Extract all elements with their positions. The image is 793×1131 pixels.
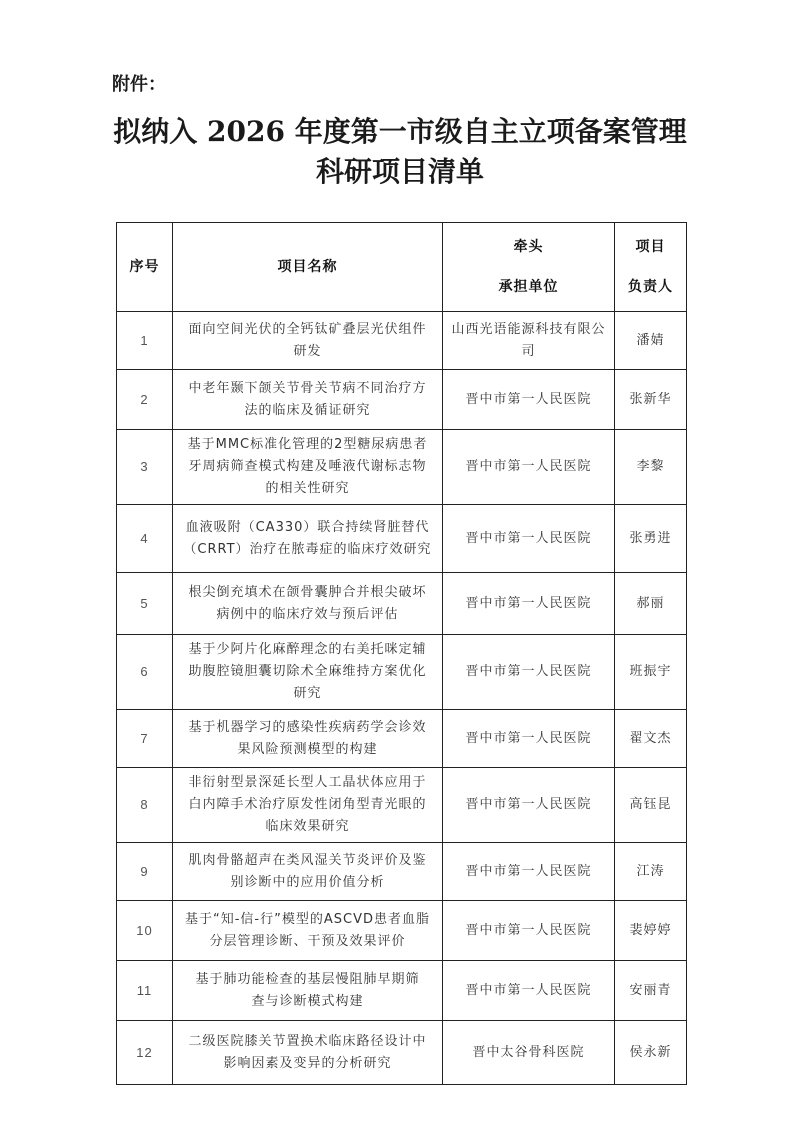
row-project-lead: 郝丽	[615, 573, 687, 635]
row-index: 8	[117, 768, 173, 843]
row-lead-unit: 晋中市第一人民医院	[443, 505, 615, 573]
row-index: 6	[117, 635, 173, 710]
row-index: 11	[117, 961, 173, 1021]
row-index: 4	[117, 505, 173, 573]
row-lead-unit: 晋中市第一人民医院	[443, 430, 615, 505]
row-index: 12	[117, 1021, 173, 1085]
table-row	[117, 430, 687, 505]
title-line-2: 科研项目清单	[315, 155, 484, 188]
row-lead-unit: 晋中市第一人民医院	[443, 961, 615, 1021]
row-project-lead: 李黎	[615, 430, 687, 505]
header-lead-unit-line-2: 承担单位	[498, 279, 559, 295]
row-lead-unit: 晋中市第一人民医院	[443, 768, 615, 843]
header-lead-unit	[443, 223, 615, 312]
row-project-lead: 翟文杰	[615, 710, 687, 768]
table-row	[117, 843, 687, 901]
table-row	[117, 961, 687, 1021]
row-lead-unit: 晋中市第一人民医院	[443, 901, 615, 961]
row-project-name: 中老年颞下颌关节骨关节病不同治疗方法的临床及循证研究	[173, 370, 443, 430]
title-line-1: 拟纳入 2026 年度第一市级自主立项备案管理	[113, 115, 687, 148]
header-project-name: 项目名称	[173, 223, 443, 312]
table-row	[117, 710, 687, 768]
row-project-name: 根尖倒充填术在颌骨囊肿合并根尖破坏病例中的临床疗效与预后评估	[173, 573, 443, 635]
document-title	[100, 112, 700, 192]
row-project-name: 基于肺功能检查的基层慢阻肺早期筛 查与诊断模式构建	[173, 961, 443, 1021]
row-project-name: 非衍射型景深延长型人工晶状体应用于白内障手术治疗原发性闭角型青光眼的临床效果研究	[173, 768, 443, 843]
row-project-name: 基于少阿片化麻醉理念的右美托咪定辅助腹腔镜胆囊切除术全麻维持方案优化研究	[173, 635, 443, 710]
table-row	[117, 505, 687, 573]
row-project-name: 基于“知-信-行”模型的ASCVD患者血脂分层管理诊断、干预及效果评价	[173, 901, 443, 961]
table-row	[117, 635, 687, 710]
table-row	[117, 768, 687, 843]
table-row	[117, 370, 687, 430]
row-project-lead: 高钰昆	[615, 768, 687, 843]
table-row	[117, 312, 687, 370]
header-project-lead-line-1: 项目	[635, 239, 666, 255]
row-project-name: 肌肉骨骼超声在类风湿关节炎评价及鉴别诊断中的应用价值分析	[173, 843, 443, 901]
row-lead-unit: 晋中市第一人民医院	[443, 573, 615, 635]
table-header-row	[117, 223, 687, 312]
row-project-name: 二级医院膝关节置换术临床路径设计中影响因素及变异的分析研究	[173, 1021, 443, 1085]
row-project-lead: 裴婷婷	[615, 901, 687, 961]
row-lead-unit: 山西光语能源科技有限公司	[443, 312, 615, 370]
row-project-name: 基于机器学习的感染性疾病药学会诊效果风险预测模型的构建	[173, 710, 443, 768]
header-lead-unit-line-1: 牵头	[513, 239, 544, 255]
row-project-lead: 张新华	[615, 370, 687, 430]
header-index: 序号	[117, 223, 173, 312]
project-table	[116, 222, 687, 1085]
row-index: 10	[117, 901, 173, 961]
table-row	[117, 573, 687, 635]
row-index: 3	[117, 430, 173, 505]
row-index: 2	[117, 370, 173, 430]
table-row	[117, 1021, 687, 1085]
row-lead-unit: 晋中市第一人民医院	[443, 370, 615, 430]
row-lead-unit: 晋中市第一人民医院	[443, 635, 615, 710]
table-row	[117, 901, 687, 961]
row-project-lead: 江涛	[615, 843, 687, 901]
row-index: 9	[117, 843, 173, 901]
row-project-lead: 侯永新	[615, 1021, 687, 1085]
row-index: 1	[117, 312, 173, 370]
row-project-name: 面向空间光伏的全钙钛矿叠层光伏组件研发	[173, 312, 443, 370]
row-project-lead: 安丽青	[615, 961, 687, 1021]
row-project-lead: 潘婧	[615, 312, 687, 370]
row-index: 5	[117, 573, 173, 635]
row-project-name: 血液吸附（CA330）联合持续肾脏替代（CRRT）治疗在脓毒症的临床疗效研究	[173, 505, 443, 573]
header-project-lead	[615, 223, 687, 312]
row-project-lead: 班振宇	[615, 635, 687, 710]
row-index: 7	[117, 710, 173, 768]
row-lead-unit: 晋中市第一人民医院	[443, 710, 615, 768]
attachment-label: 附件：	[112, 74, 166, 95]
header-project-lead-line-2: 负责人	[628, 279, 673, 295]
row-project-name: 基于MMC标准化管理的2型糖尿病患者牙周病筛查模式构建及唾液代谢标志物的相关性研究	[173, 430, 443, 505]
row-project-lead: 张勇进	[615, 505, 687, 573]
row-lead-unit: 晋中市第一人民医院	[443, 843, 615, 901]
row-lead-unit: 晋中太谷骨科医院	[443, 1021, 615, 1085]
